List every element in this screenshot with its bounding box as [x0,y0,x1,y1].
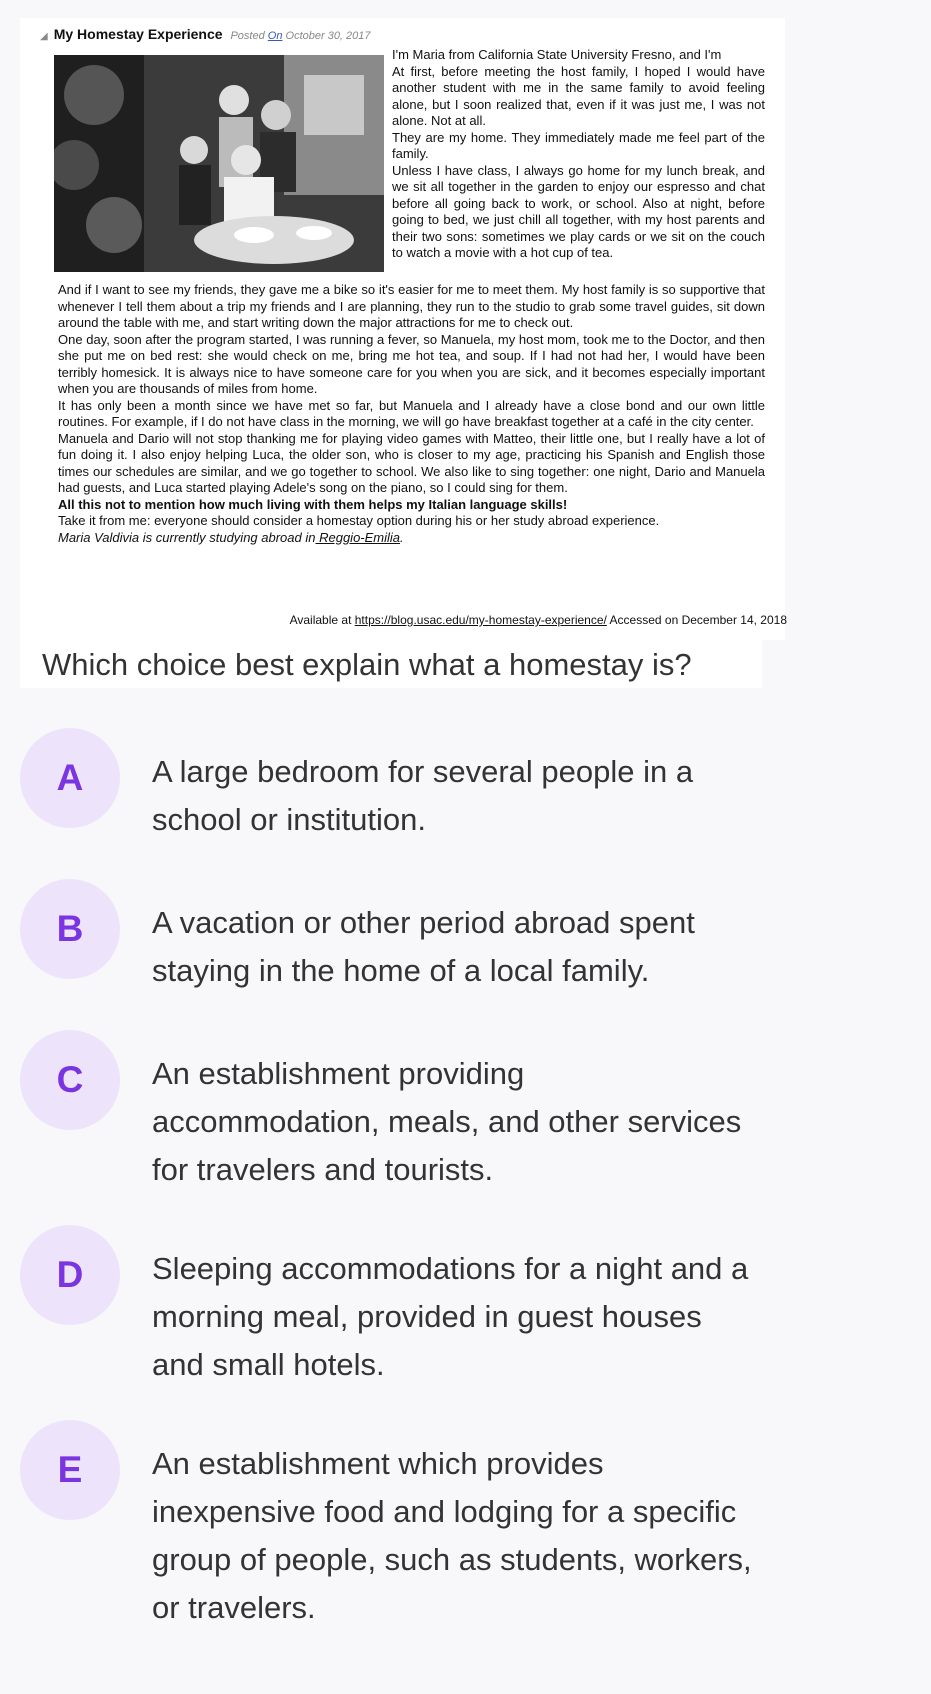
source-citation: Available at https://blog.usac.edu/my-homestay-experience/ Accessed on December 14, 2018 [289,613,787,627]
choice-letter-badge: E [20,1420,120,1520]
article-side-text [392,47,765,262]
host-family-photo [54,55,384,272]
choice-letter-badge: A [20,728,120,828]
byline: Maria Valdivia is currently studying abroad in Reggio-Emilia. [58,529,404,545]
choice-text: An establishment providing accommodation, meals, and other services for travelers and tourists. [152,1056,742,1187]
paragraph: I'm Maria from California State University Fresno, and I'm [392,47,722,62]
choice-letter-badge: B [20,879,120,979]
paragraph: It has only been a month since we have met so far, but Manuela and I already have a close bond and our own little routines. For example, if I do not have class in the morning, we will go have breakfast together at a café in the city center. [58,397,765,429]
bold-paragraph: All this not to mention how much living with them helps my Italian language skills! [58,496,568,512]
article-body-text [58,282,765,546]
triangle-icon: ◢ [40,31,48,42]
article-excerpt [20,18,785,640]
article-header [40,26,371,42]
closing-paragraph: Take it from me: everyone should consider a homestay option during his or her study abroad experience. [58,513,660,528]
choice-text: A vacation or other period abroad spent staying in the home of a local family. [152,905,695,988]
paragraph: They are my home. They immediately made me feel part of the family. [392,129,765,161]
choice-text: An establishment which provides inexpensive food and lodging for a specific group of people, such as students, workers, or travelers. [152,1446,752,1625]
choice-text: A large bedroom for several people in a school or institution. [152,754,694,837]
article-meta: Posted On October 30, 2017 [230,30,371,42]
choice-text: Sleeping accommodations for a night and a morning meal, provided in guest houses and small hotels. [152,1251,749,1382]
paragraph: Manuela and Dario will not stop thanking me for playing video games with Matteo, their little one, but I really have a lot of fun doing it. I also enjoy helping Luca, the older son, who is closer to my age, practicing his Spanish and English those times our schedules are similar, and we go together to school. We also like to sing together: one night, Dario and Manuela had guests, and Luca started playing Adele's song on the piano, so I could sing for them. [58,430,765,495]
question-text: Which choice best explain what a homestay is? [42,647,692,682]
question-box [20,640,762,688]
article-title: My Homestay Experience [53,26,223,42]
paragraph: And if I want to see my friends, they gave me a bike so it's easier for me to meet them. My host family is so supportive that whenever I tell them about a trip my friends and I are planning, they run to the studio to grab some travel guides, sit down around the table with me, and start writing down the major attractions for me to check out. [58,282,765,330]
paragraph: Unless I have class, I always go home for my lunch break, and we sit all together in the garden to enjoy our espresso and chat before all going back to work, or school. Also at night, before going to bed, we just chill all together, with my host parents and their two sons: sometimes we play cards or we sit on the couch to watch a movie with a hot cup of tea. [392,162,765,260]
source-link[interactable]: https://blog.usac.edu/my-homestay-experience/ [354,613,607,627]
choice-letter-badge: D [20,1225,120,1325]
paragraph: One day, soon after the program started, I was running a fever, so Manuela, my host mom, took me to the Doctor, and then she put me on bed rest: she would check on me, bring me hot tea, and soup. If I had not had her, I would have been terribly homesick. It is always nice to have someone care for you when you are sick, and it becomes especially important when you are thousands of miles from home. [58,331,765,396]
paragraph: At first, before meeting the host family, I hoped I would have another student with me in the same family to avoid feeling alone, but I soon realized that, even if it was just me, I was not alone. Not at all. [392,63,765,128]
choice-letter-badge: C [20,1030,120,1130]
